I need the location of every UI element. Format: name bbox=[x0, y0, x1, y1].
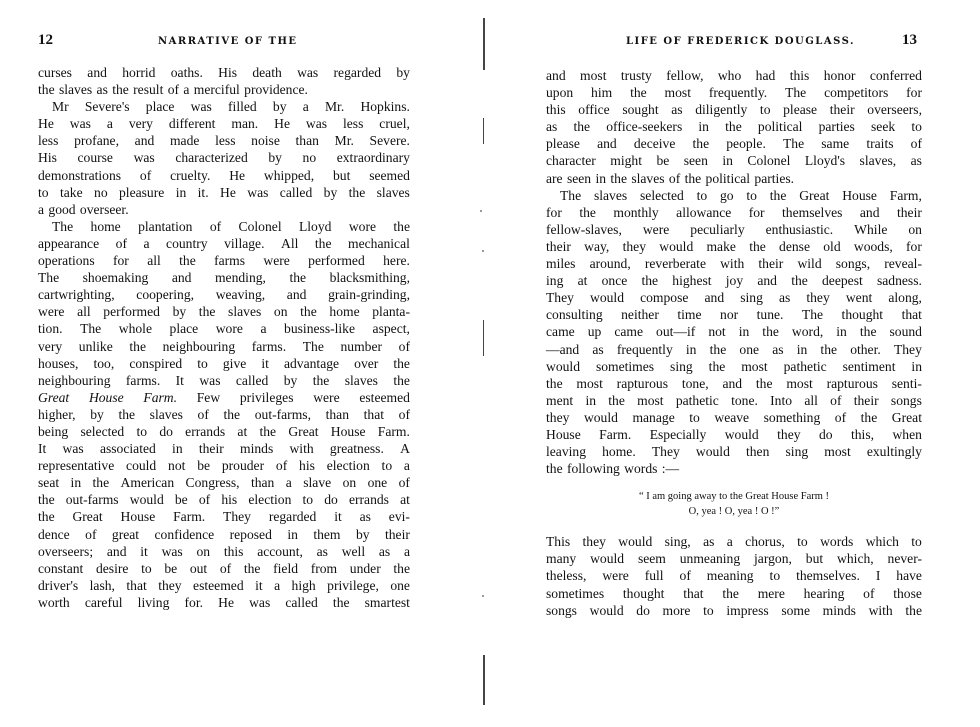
text-line: the slaves as the result of a merciful providence. bbox=[38, 82, 308, 98]
text-line: many would seem unmeaning jargon, but which, never- bbox=[546, 551, 922, 567]
text-line: They would compose and sing as they went along, bbox=[546, 290, 922, 306]
text-line: as the office-seekers in the political parties seek to bbox=[546, 119, 922, 135]
right-page-text bbox=[546, 67, 922, 619]
text-line: upon him the most frequently. The competitors for bbox=[546, 85, 922, 101]
text-line: His course was characterized by no extraordinary bbox=[38, 150, 410, 166]
text-line: houses, too, conspired to give it advantage over the bbox=[38, 355, 410, 371]
text-line: theless, were full of meaning to themselves. I have bbox=[546, 568, 922, 584]
text-line: dence of great confidence reposed in them by their bbox=[38, 526, 410, 542]
text-line: worth careful living for. He was called the smartest bbox=[38, 594, 410, 610]
quote-line-2: O, yea ! O, yea ! O !” bbox=[688, 506, 780, 518]
text-line: were all performed by the slaves on the home planta- bbox=[38, 304, 410, 320]
left-page bbox=[0, 0, 440, 727]
page-number-right: 13 bbox=[902, 32, 917, 48]
text-line: consulting neither time nor tune. The thought that bbox=[546, 307, 922, 323]
text-line: character might be seen in Colonel Lloyd's slaves, as bbox=[546, 153, 922, 169]
text-line: House Farm. Especially would they do this, when bbox=[546, 426, 922, 442]
text-line: less profane, and made less noise than Mr. Severe. bbox=[38, 133, 410, 149]
text-line: tion. The whole place wore a business-like aspect, bbox=[38, 321, 410, 337]
text-line: —and as frequently in the one as in the other. They bbox=[546, 341, 922, 357]
text-line: higher, by the slaves of the out-farms, than that of bbox=[38, 406, 410, 422]
text-line: the Great House Farm. They regarded it as evi- bbox=[38, 509, 410, 525]
gutter-mark bbox=[483, 655, 485, 705]
text-line: the most rapturous tone, and the most rapturous senti- bbox=[546, 375, 922, 391]
quote-line-1: “ I am going away to the Great House Farm ! bbox=[638, 491, 830, 503]
text-line: driver's lash, that they esteemed it a high privilege, one bbox=[38, 577, 410, 593]
text-line: operations for all the farms were performed here. bbox=[38, 253, 410, 269]
gutter-mark bbox=[483, 118, 484, 144]
scan-speck bbox=[482, 595, 484, 597]
text-line: are seen in the slaves of the political parties. bbox=[546, 170, 795, 186]
text-line: please and deceive the people. The same traits of bbox=[546, 136, 922, 152]
text-line: constant desire to be out of the field from under the bbox=[38, 560, 410, 576]
text-line: for the monthly allowance for themselves and their bbox=[546, 204, 922, 220]
right-page bbox=[520, 0, 980, 727]
text-line: appearance of a country village. All the mechanical bbox=[38, 235, 410, 251]
text-line: fellow-slaves, were peculiarly enthusiastic. While on bbox=[546, 221, 922, 237]
scan-speck bbox=[480, 210, 482, 212]
gutter-mark bbox=[483, 18, 485, 70]
text-line: a good overseer. bbox=[38, 201, 129, 217]
text-line: seat in the American Congress, than a slave on one of bbox=[38, 475, 410, 491]
text-line: miles around, reverberate with their wild songs, reveal- bbox=[546, 256, 922, 272]
text-line: came up came out—if not in the word, in the sound bbox=[546, 324, 922, 340]
text-line: sometimes thought that the mere hearing of those bbox=[546, 585, 922, 601]
text-line: He was a very different man. He was less cruel, bbox=[38, 116, 410, 132]
text-line: It was associated in their minds with greatness. A bbox=[38, 441, 410, 457]
text-line: their way, they would make the dense old woods, for bbox=[546, 238, 922, 254]
text-line: Great House Farm. Few privileges were esteemed bbox=[38, 389, 410, 405]
page-number-left: 12 bbox=[38, 32, 53, 48]
text-line: songs would do more to impress some minds with the bbox=[546, 602, 922, 618]
text-line: very unlike the neighbouring farms. The number of bbox=[38, 338, 410, 354]
running-header-right: LIFE OF FREDERICK DOUGLASS. bbox=[626, 36, 855, 47]
gutter-mark bbox=[483, 320, 484, 356]
text-line: Mr Severe's place was filled by a Mr. Hopkins. bbox=[52, 99, 410, 115]
text-line: this office sought as diligently to please their overseers, bbox=[546, 102, 922, 118]
text-line: ing at once the highest joy and the deepest sadness. bbox=[546, 273, 922, 289]
running-header-left: NARRATIVE OF THE bbox=[158, 36, 298, 47]
text-line: demonstrations of cruelty. He whipped, but seemed bbox=[38, 167, 410, 183]
text-line: The home plantation of Colonel Lloyd wore the bbox=[52, 218, 410, 234]
text-line: cartwrighting, coopering, weaving, and grain-grinding, bbox=[38, 287, 410, 303]
text-line: being selected to do errands at the Great House Farm. bbox=[38, 423, 410, 439]
text-line: neighbouring farms. It was called by the slaves the bbox=[38, 372, 410, 388]
text-line: to take no pleasure in it. He was called by the slaves bbox=[38, 184, 410, 200]
text-line: overseers; and it was on this account, as well as a bbox=[38, 543, 410, 559]
text-line: they would manage to weave something of the Great bbox=[546, 409, 922, 425]
text-line: leaving home. They would then sing most exultingly bbox=[546, 444, 922, 460]
text-line: The shoemaking and mending, the blacksmithing, bbox=[38, 270, 410, 286]
left-page-text bbox=[38, 64, 410, 611]
text-line: ment in the most pathetic tone. Into all of their songs bbox=[546, 392, 922, 408]
text-line: the out-farms would be of his election to do errands at bbox=[38, 492, 410, 508]
text-line: curses and horrid oaths. His death was regarded by bbox=[38, 65, 410, 80]
text-line: The slaves selected to go to the Great House Farm, bbox=[560, 187, 922, 203]
text-line: would sometimes sing the most pathetic sentiment in bbox=[546, 358, 922, 374]
text-line: This they would sing, as a chorus, to words which to bbox=[546, 534, 922, 550]
text-line: the following words :— bbox=[546, 461, 680, 477]
text-line: representative could not be prouder of his election to a bbox=[38, 458, 410, 474]
text-line: and most trusty fellow, who had this honor conferred bbox=[546, 68, 922, 83]
song-quote bbox=[546, 489, 922, 519]
scan-speck bbox=[482, 250, 484, 252]
